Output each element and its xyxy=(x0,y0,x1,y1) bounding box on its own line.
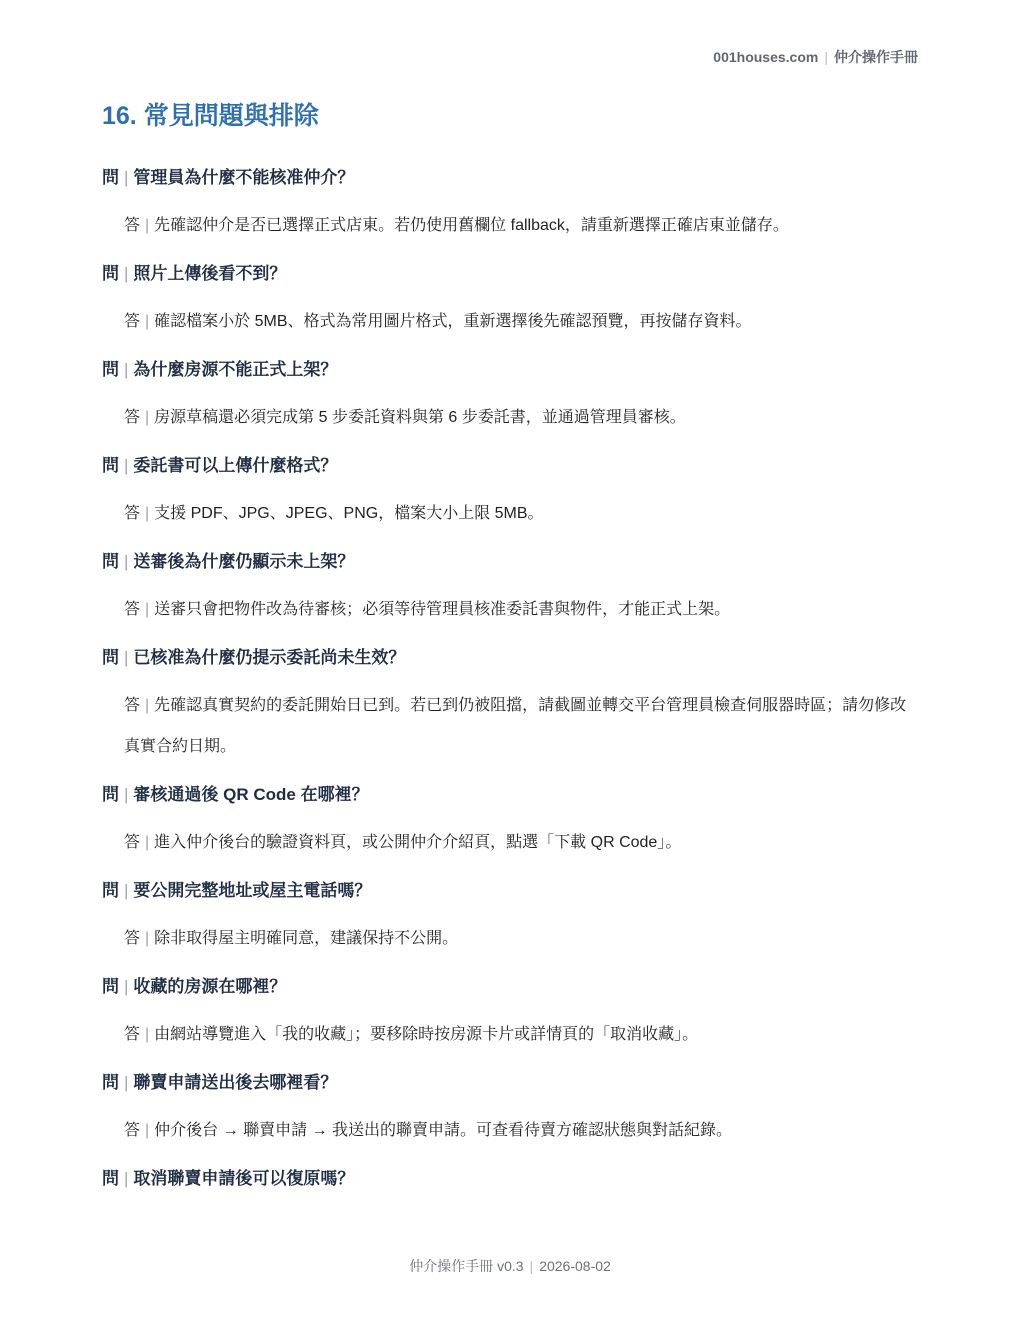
question-text: 為什麼房源不能正式上架？ xyxy=(133,360,338,379)
faq-answer xyxy=(124,918,918,959)
answer-text: 仲介後台 → 聯賣申請 → 我送出的聯賣申請。可查看待賣方確認狀態與對話紀錄。 xyxy=(154,1122,732,1139)
faq-item xyxy=(102,256,918,342)
faq-answer xyxy=(124,493,918,534)
answer-text: 除非取得屋主明確同意，建議保持不公開。 xyxy=(154,930,459,947)
answer-prefix: 答 xyxy=(124,409,141,426)
answer-separator: | xyxy=(145,930,150,947)
faq-question xyxy=(102,640,918,676)
faq-list xyxy=(102,160,918,1207)
faq-question xyxy=(102,160,918,196)
faq-item xyxy=(102,544,918,630)
answer-text: 房源草稿還必須完成第 5 步委託資料與第 6 步委託書，並通過管理員審核。 xyxy=(154,409,686,426)
answer-separator: | xyxy=(145,217,150,234)
answer-prefix: 答 xyxy=(124,930,141,947)
faq-answer xyxy=(124,1014,918,1055)
answer-separator: | xyxy=(145,601,150,618)
answer-text: 確認檔案小於 5MB、格式為常用圖片格式，重新選擇後先確認預覽，再按儲存資料。 xyxy=(154,313,752,330)
answer-separator: | xyxy=(145,697,150,714)
answer-separator: | xyxy=(145,409,150,426)
faq-question xyxy=(102,448,918,484)
footer-doc-version: 仲介操作手冊 v0.3 xyxy=(409,1258,524,1274)
question-prefix: 問 xyxy=(102,1073,119,1092)
answer-text: 先確認仲介是否已選擇正式店東。若仍使用舊欄位 fallback，請重新選擇正確店東並儲存。 xyxy=(154,217,789,234)
faq-item xyxy=(102,160,918,246)
question-prefix: 問 xyxy=(102,360,119,379)
faq-question xyxy=(102,873,918,909)
answer-prefix: 答 xyxy=(124,1122,141,1139)
answer-text: 由網站導覽進入「我的收藏」；要移除時按房源卡片或詳情頁的「取消收藏」。 xyxy=(154,1026,699,1043)
question-separator: | xyxy=(124,785,129,804)
faq-question xyxy=(102,777,918,813)
faq-item xyxy=(102,969,918,1055)
answer-prefix: 答 xyxy=(124,313,141,330)
question-separator: | xyxy=(124,648,129,667)
answer-text: 進入仲介後台的驗證資料頁，或公開仲介介紹頁，點選「下載 QR Code」。 xyxy=(154,834,682,851)
answer-separator: | xyxy=(145,313,150,330)
faq-item xyxy=(102,352,918,438)
faq-answer xyxy=(124,1110,918,1151)
page-footer xyxy=(0,1256,1020,1276)
footer-separator: | xyxy=(529,1258,534,1274)
question-prefix: 問 xyxy=(102,648,119,667)
question-prefix: 問 xyxy=(102,168,119,187)
faq-answer xyxy=(124,301,918,342)
faq-answer xyxy=(124,822,918,863)
question-prefix: 問 xyxy=(102,785,119,804)
header-site: 001houses.com xyxy=(713,49,819,65)
question-text: 管理員為什麼不能核准仲介？ xyxy=(133,168,355,187)
question-text: 送審後為什麼仍顯示未上架？ xyxy=(133,552,355,571)
question-separator: | xyxy=(124,264,129,283)
faq-question xyxy=(102,352,918,388)
faq-answer xyxy=(124,205,918,246)
answer-prefix: 答 xyxy=(124,1026,141,1043)
answer-text: 先確認真實契約的委託開始日已到。若已到仍被阻擋，請截圖並轉交平台管理員檢查伺服器時區；請勿修改真實合約日期。 xyxy=(124,697,907,755)
faq-item xyxy=(102,448,918,534)
faq-question xyxy=(102,256,918,292)
question-text: 審核通過後 QR Code 在哪裡？ xyxy=(133,785,369,804)
question-separator: | xyxy=(124,1073,129,1092)
question-text: 要公開完整地址或屋主電話嗎？ xyxy=(133,881,372,900)
question-text: 聯賣申請送出後去哪裡看？ xyxy=(133,1073,338,1092)
question-text: 照片上傳後看不到？ xyxy=(133,264,287,283)
question-prefix: 問 xyxy=(102,1169,119,1188)
answer-prefix: 答 xyxy=(124,505,141,522)
answer-separator: | xyxy=(145,1122,150,1139)
question-separator: | xyxy=(124,456,129,475)
faq-answer xyxy=(124,589,918,630)
answer-separator: | xyxy=(145,834,150,851)
question-prefix: 問 xyxy=(102,552,119,571)
question-separator: | xyxy=(124,360,129,379)
answer-prefix: 答 xyxy=(124,601,141,618)
question-separator: | xyxy=(124,1169,129,1188)
faq-question xyxy=(102,969,918,1005)
question-prefix: 問 xyxy=(102,977,119,996)
faq-question xyxy=(102,1161,918,1197)
question-separator: | xyxy=(124,168,129,187)
question-separator: | xyxy=(124,552,129,571)
question-prefix: 問 xyxy=(102,456,119,475)
page-header xyxy=(713,47,918,67)
answer-prefix: 答 xyxy=(124,697,141,714)
question-text: 已核准為什麼仍提示委託尚未生效？ xyxy=(133,648,406,667)
question-separator: | xyxy=(124,977,129,996)
question-text: 委託書可以上傳什麼格式？ xyxy=(133,456,338,475)
question-prefix: 問 xyxy=(102,264,119,283)
faq-item xyxy=(102,1161,918,1197)
section-title: 16. 常見問題與排除 xyxy=(102,102,319,130)
header-separator: | xyxy=(824,49,828,65)
footer-date: 2026-08-02 xyxy=(539,1258,611,1274)
question-separator: | xyxy=(124,881,129,900)
faq-item xyxy=(102,777,918,863)
answer-text: 支援 PDF、JPG、JPEG、PNG，檔案大小上限 5MB。 xyxy=(154,505,544,522)
faq-item xyxy=(102,873,918,959)
faq-question xyxy=(102,544,918,580)
faq-answer xyxy=(124,397,918,438)
question-text: 取消聯賣申請後可以復原嗎？ xyxy=(133,1169,355,1188)
header-doc-title: 仲介操作手冊 xyxy=(834,49,918,65)
faq-answer xyxy=(124,685,918,767)
answer-prefix: 答 xyxy=(124,834,141,851)
faq-item xyxy=(102,1065,918,1151)
answer-text: 送審只會把物件改為待審核；必須等待管理員核准委託書與物件，才能正式上架。 xyxy=(154,601,731,618)
question-text: 收藏的房源在哪裡？ xyxy=(133,977,287,996)
answer-separator: | xyxy=(145,505,150,522)
answer-separator: | xyxy=(145,1026,150,1043)
question-prefix: 問 xyxy=(102,881,119,900)
faq-item xyxy=(102,640,918,767)
faq-question xyxy=(102,1065,918,1101)
answer-prefix: 答 xyxy=(124,217,141,234)
